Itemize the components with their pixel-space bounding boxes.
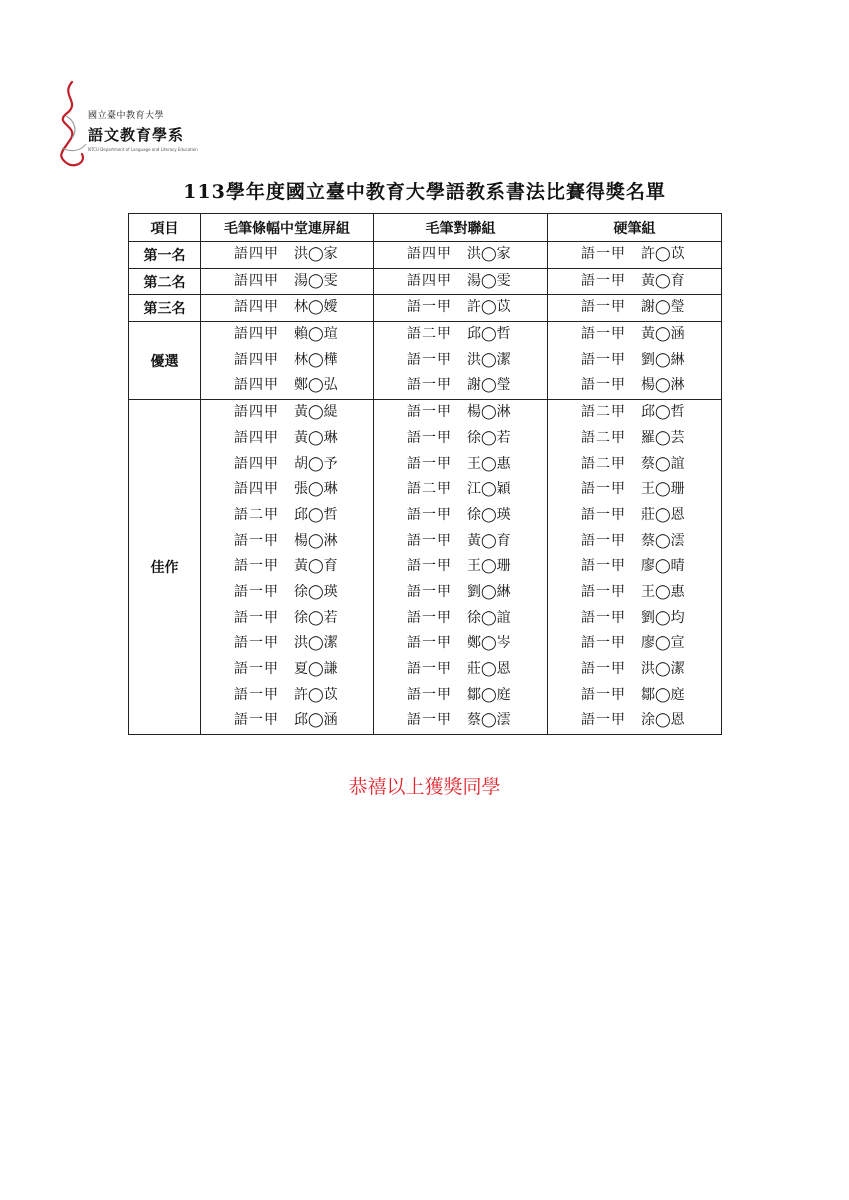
winner-class: 語一甲 <box>581 272 626 289</box>
winner-entry <box>201 631 373 657</box>
winner-name: 劉◯均 <box>641 609 685 626</box>
logo-department-name: 語文教育學系 <box>88 126 185 144</box>
department-logo <box>52 78 212 168</box>
winner-name: 徐◯若 <box>294 609 338 626</box>
awards-table-body <box>129 242 722 735</box>
award-cell <box>548 322 722 400</box>
winner-class: 語四甲 <box>234 299 279 316</box>
winner-entry <box>201 348 373 374</box>
winner-name: 張◯琳 <box>294 481 338 498</box>
winner-class: 語一甲 <box>581 326 626 343</box>
winner-class: 語二甲 <box>234 506 279 523</box>
winner-class: 語一甲 <box>407 661 452 677</box>
winner-class: 語二甲 <box>581 404 626 421</box>
winner-class: 語一甲 <box>581 583 626 600</box>
winner-entry <box>548 631 721 657</box>
winner-name: 莊◯恩 <box>641 506 685 523</box>
winner-name: 黃◯涵 <box>641 326 685 343</box>
winner-name: 黃◯琳 <box>294 429 338 446</box>
winner-entry <box>548 426 721 452</box>
winner-name: 徐◯瑛 <box>467 506 511 523</box>
winner-name: 劉◯綝 <box>467 583 511 600</box>
winner-class: 語四甲 <box>234 377 279 394</box>
awards-table <box>128 213 722 735</box>
winner-entry <box>374 631 547 657</box>
winner-class: 語一甲 <box>581 532 626 549</box>
winner-class: 語四甲 <box>234 455 279 472</box>
winner-entry <box>374 580 547 606</box>
table-row <box>129 242 722 269</box>
winner-entry <box>548 295 721 321</box>
award-cell <box>201 242 374 269</box>
winner-name: 黃◯育 <box>294 558 338 575</box>
winner-name: 蔡◯澐 <box>641 532 685 549</box>
winner-class: 語四甲 <box>234 481 279 498</box>
winner-entry <box>548 657 721 683</box>
winner-entry <box>374 242 547 268</box>
winner-name: 徐◯瑛 <box>294 583 338 600</box>
winner-entry <box>374 348 547 374</box>
winner-entry <box>548 373 721 399</box>
winner-class: 語一甲 <box>581 481 626 498</box>
winner-name: 王◯惠 <box>641 583 685 600</box>
winner-name: 謝◯瑩 <box>641 299 685 316</box>
winner-entry <box>548 529 721 555</box>
winner-class: 語一甲 <box>234 532 279 549</box>
table-header-row <box>129 214 722 242</box>
winner-name: 洪◯潔 <box>467 351 511 368</box>
winner-entry <box>374 683 547 709</box>
award-cell <box>201 268 374 295</box>
winner-class: 語一甲 <box>581 299 626 316</box>
winner-entry <box>548 683 721 709</box>
winner-name: 夏◯謙 <box>294 661 338 677</box>
winner-class: 語四甲 <box>234 272 279 289</box>
winner-entry <box>201 683 373 709</box>
winner-name: 王◯珊 <box>467 558 511 575</box>
winner-name: 王◯惠 <box>467 455 511 472</box>
winner-entry <box>374 503 547 529</box>
winner-class: 語四甲 <box>234 351 279 368</box>
winner-name: 楊◯淋 <box>467 404 511 421</box>
winner-name: 蔡◯澐 <box>467 712 511 729</box>
award-cell <box>374 295 548 322</box>
winner-class: 語一甲 <box>234 661 279 677</box>
winner-entry <box>548 554 721 580</box>
logo-english-name: NTCU Department of Language and Literacy Education <box>88 147 198 152</box>
winner-entry <box>201 657 373 683</box>
winner-name: 劉◯綝 <box>641 351 685 368</box>
winner-entry <box>548 322 721 348</box>
winner-entry <box>374 373 547 399</box>
winner-entry <box>201 477 373 503</box>
award-cell <box>548 242 722 269</box>
winner-name: 徐◯誼 <box>467 609 511 626</box>
winner-class: 語一甲 <box>407 558 452 575</box>
winner-class: 語一甲 <box>234 712 279 729</box>
winner-class: 語一甲 <box>234 609 279 626</box>
winner-entry <box>201 708 373 734</box>
winner-entry <box>201 373 373 399</box>
award-category: 第三名 <box>129 295 201 322</box>
winner-name: 黃◯育 <box>467 532 511 549</box>
winner-class: 語一甲 <box>407 712 452 729</box>
winner-class: 語四甲 <box>407 246 452 262</box>
winner-entry <box>201 529 373 555</box>
winner-name: 洪◯家 <box>294 246 338 262</box>
winner-class: 語一甲 <box>407 609 452 626</box>
winner-name: 謝◯瑩 <box>467 377 511 394</box>
winner-class: 語一甲 <box>407 455 452 472</box>
winner-entry <box>374 657 547 683</box>
winner-class: 語四甲 <box>234 429 279 446</box>
winner-entry <box>548 708 721 734</box>
award-cell <box>201 322 374 400</box>
winner-entry <box>548 269 721 295</box>
winner-class: 語一甲 <box>581 506 626 523</box>
winner-entry <box>374 708 547 734</box>
winner-name: 洪◯潔 <box>294 635 338 652</box>
award-cell <box>374 322 548 400</box>
winner-entry <box>548 452 721 478</box>
winner-name: 楊◯淋 <box>641 377 685 394</box>
table-row <box>129 295 722 322</box>
table-row <box>129 322 722 400</box>
winner-entry <box>374 400 547 426</box>
winner-entry <box>201 503 373 529</box>
winner-entry <box>548 477 721 503</box>
winner-name: 鄒◯庭 <box>641 686 685 703</box>
winner-class: 語一甲 <box>407 429 452 446</box>
page-title: 113學年度國立臺中教育大學語教系書法比賽得獎名單 <box>183 181 666 203</box>
winner-class: 語一甲 <box>407 532 452 549</box>
winner-entry <box>201 269 373 295</box>
winner-class: 語二甲 <box>581 429 626 446</box>
winner-name: 楊◯淋 <box>294 532 338 549</box>
winner-entry <box>374 554 547 580</box>
winner-class: 語一甲 <box>234 686 279 703</box>
winner-entry <box>548 242 721 268</box>
award-category: 優選 <box>129 322 201 400</box>
award-cell <box>201 400 374 735</box>
winner-name: 賴◯瑄 <box>294 326 338 343</box>
winner-class: 語二甲 <box>407 326 452 343</box>
winner-class: 語四甲 <box>407 272 452 289</box>
winner-entry <box>548 503 721 529</box>
winner-class: 語二甲 <box>407 481 452 498</box>
winner-class: 語一甲 <box>407 404 452 421</box>
winner-entry <box>201 322 373 348</box>
winner-entry <box>548 348 721 374</box>
winner-name: 鄭◯弘 <box>294 377 338 394</box>
winner-class: 語一甲 <box>581 351 626 368</box>
winner-entry <box>374 477 547 503</box>
winner-class: 語一甲 <box>581 609 626 626</box>
award-cell <box>548 268 722 295</box>
table-row <box>129 400 722 735</box>
winner-name: 湯◯雯 <box>294 272 338 289</box>
winner-class: 語一甲 <box>581 558 626 575</box>
winner-class: 語一甲 <box>234 558 279 575</box>
winner-entry <box>201 295 373 321</box>
winner-class: 語四甲 <box>234 326 279 343</box>
award-cell <box>201 295 374 322</box>
winner-entry <box>548 580 721 606</box>
winner-class: 語二甲 <box>581 455 626 472</box>
winner-class: 語一甲 <box>581 686 626 703</box>
winner-class: 語一甲 <box>581 377 626 394</box>
award-category: 佳作 <box>129 400 201 735</box>
winner-name: 羅◯芸 <box>641 429 685 446</box>
winner-entry <box>201 426 373 452</box>
winner-class: 語一甲 <box>234 635 279 652</box>
winner-name: 洪◯潔 <box>641 661 685 677</box>
winner-name: 廖◯晴 <box>641 558 685 575</box>
award-cell <box>548 295 722 322</box>
header-hard-pen: 硬筆組 <box>548 214 722 242</box>
winner-name: 胡◯予 <box>294 455 338 472</box>
winner-entry <box>374 452 547 478</box>
winner-name: 邱◯哲 <box>294 506 338 523</box>
winner-entry <box>548 606 721 632</box>
award-category: 第二名 <box>129 268 201 295</box>
winner-name: 邱◯哲 <box>641 404 685 421</box>
winner-name: 莊◯恩 <box>467 661 511 677</box>
winner-class: 語一甲 <box>407 377 452 394</box>
winner-name: 邱◯哲 <box>467 326 511 343</box>
winner-class: 語一甲 <box>407 351 452 368</box>
winner-name: 許◯苡 <box>294 686 338 703</box>
winner-name: 湯◯雯 <box>467 272 511 289</box>
award-category: 第一名 <box>129 242 201 269</box>
winner-class: 語一甲 <box>407 299 452 316</box>
logo-university-name: 國立臺中教育大學 <box>88 111 165 121</box>
winner-name: 林◯嬡 <box>294 299 338 316</box>
winner-class: 語四甲 <box>234 404 279 421</box>
winner-class: 語一甲 <box>407 506 452 523</box>
winner-name: 林◯樺 <box>294 351 338 368</box>
award-cell <box>548 400 722 735</box>
winner-class: 語一甲 <box>581 635 626 652</box>
calligraphy-mark-icon <box>52 78 92 170</box>
award-cell <box>374 268 548 295</box>
winner-name: 徐◯若 <box>467 429 511 446</box>
winner-entry <box>201 554 373 580</box>
winner-name: 涂◯恩 <box>641 712 685 729</box>
winner-class: 語一甲 <box>581 661 626 677</box>
congratulations-text: 恭禧以上獲獎同學 <box>348 776 501 798</box>
winner-name: 黃◯育 <box>641 272 685 289</box>
winner-entry <box>374 295 547 321</box>
header-category: 項目 <box>129 214 201 242</box>
header-brush-scroll: 毛筆條幅中堂連屏組 <box>201 214 374 242</box>
winner-name: 廖◯宣 <box>641 635 685 652</box>
winner-name: 王◯珊 <box>641 481 685 498</box>
winner-name: 江◯穎 <box>467 481 511 498</box>
winner-class: 語一甲 <box>407 583 452 600</box>
winner-name: 許◯苡 <box>641 246 685 262</box>
winner-entry <box>374 269 547 295</box>
table-row <box>129 268 722 295</box>
winner-entry <box>201 400 373 426</box>
winner-entry <box>374 529 547 555</box>
winner-class: 語一甲 <box>407 686 452 703</box>
winner-name: 蔡◯誼 <box>641 455 685 472</box>
winner-class: 語一甲 <box>581 246 626 262</box>
winner-class: 語一甲 <box>234 583 279 600</box>
winner-entry <box>201 242 373 268</box>
winner-name: 許◯苡 <box>467 299 511 316</box>
winner-entry <box>201 452 373 478</box>
winner-entry <box>201 606 373 632</box>
winner-name: 鄒◯庭 <box>467 686 511 703</box>
winner-entry <box>548 400 721 426</box>
winner-class: 語一甲 <box>407 635 452 652</box>
winner-entry <box>374 606 547 632</box>
winner-entry <box>374 426 547 452</box>
award-cell <box>374 400 548 735</box>
header-brush-couplet: 毛筆對聯組 <box>374 214 548 242</box>
winner-entry <box>374 322 547 348</box>
winner-name: 鄭◯岑 <box>467 635 511 652</box>
winner-class: 語一甲 <box>581 712 626 729</box>
winner-name: 黃◯緹 <box>294 404 338 421</box>
winner-name: 洪◯家 <box>467 246 511 262</box>
winner-class: 語四甲 <box>234 246 279 262</box>
award-cell <box>374 242 548 269</box>
winner-name: 邱◯涵 <box>294 712 338 729</box>
winner-entry <box>201 580 373 606</box>
